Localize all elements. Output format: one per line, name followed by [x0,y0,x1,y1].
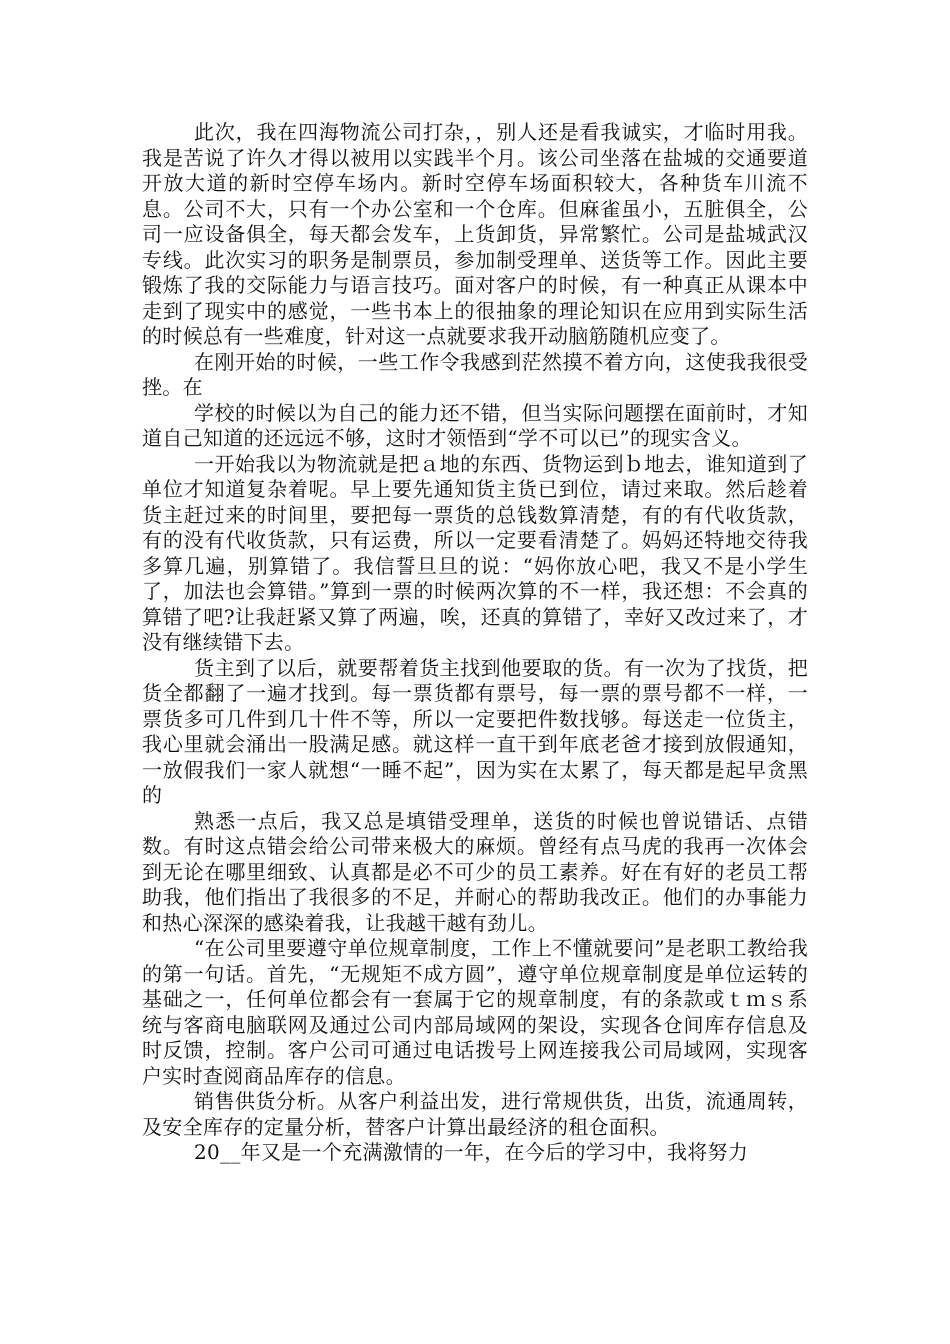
paragraph-2: 在刚开始的时候，一些工作令我感到茫然摸不着方向，这使我我很受挫。在 [142,349,808,399]
paragraph-9: 20__年又是一个充满激情的一年，在今后的学习中，我将努力 [194,1140,749,1164]
paragraph-1: 此次，我在四海物流公司打杂，，别人还是看我诚实，才临时用我。我是苦说了许久才得以被用以实践半个月。该公司坐落在盐城的交通要道开放大道的新时空停车场内。新时空停车场面积较大，各种货车川流不息。公司不大，只有一个办公室和一个仓库。但麻雀虽小，五脏俱全，公司一应设备俱全，每天都会发车，上货卸货，异常繁忙。公司是盐城武汉专线。此次实习的职务是制票员，参加制受理单、送货等工作。因此主要锻炼了我的交际能力与语言技巧。面对客户的时候，有一种真正从课本中走到了现实中的感觉，一些书本上的很抽象的理论知识在应用到实际生活的时候总有一些难度，针对这一点就要求我开动脑筋随机应变了。 [142,120,808,348]
paragraph-3: 学校的时候以为自己的能力还不错，但当实际问题摆在面前时，才知道自己知道的还远远不够，这时才领悟到“学不可以已”的现实含义。 [142,400,808,450]
document-body [142,120,808,1166]
paragraph-7: “在公司里要遵守单位规章制度，工作上不懂就要问”是老职工教给我的第一句话。首先，“无规矩不成方圆”，遵守单位规章制度是单位运转的基础之一，任何单位都会有一套属于它的规章制度，有的条款或ｔｍｓ系统与客商电脑联网及通过公司内部局域网的架设，实现各仓间库存信息及时反馈，控制。客户公司可通过电话拨号上网连接我公司局域网，实现客户实时查阅商品库存的信息。 [142,936,808,1088]
paragraph-6: 熟悉一点后，我又总是填错受理单，送货的时候也曾说错话、点错数。有时这点错会给公司带来极大的麻烦。曾经有点马虎的我再一次体会到无论在哪里细致、认真都是必不可少的员工素养。好在有好的老员工帮助我，他们指出了我很多的不足，并耐心的帮助我改正。他们的办事能力和热心深深的感染着我，让我越干越有劲儿。 [142,808,808,935]
paragraph-5: 货主到了以后，就要帮着货主找到他要取的货。有一次为了找货，把货全都翻了一遍才找到。每一票货都有票号，每一票的票号都不一样，一票货多可几件到几十件不等，所以一定要把件数找够。每送走一位货主，我心里就会涌出一股满足感。就这样一直干到年底老爸才接到放假通知，一放假我们一家人就想“一睡不起”，因为实在太累了，每天都是起早贪黑的 [142,655,808,807]
paragraph-4: 一开始我以为物流就是把ａ地的东西、货物运到ｂ地去，谁知道到了单位才知道复杂着呢。早上要先通知货主货已到位，请过来取。然后趁着货主赶过来的时间里，要把每一票货的总钱数算清楚，有的有代收货款，有的没有代收货款，只有运费，所以一定要看清楚了。妈妈还特地交待我多算几遍，别算错了。我信誓旦旦的说：“妈你放心吧，我又不是小学生了，加法也会算错。”算到一票的时候两次算的不一样，我还想：不会真的算错了吧?让我赶紧又算了两遍，唉，还真的算错了，幸好又改过来了，才没有继续错下去。 [142,451,808,654]
paragraph-8: 销售供货分析。从客户利益出发，进行常规供货，出货，流通周转，及安全库存的定量分析，替客户计算出最经济的租仓面积。 [142,1089,808,1139]
